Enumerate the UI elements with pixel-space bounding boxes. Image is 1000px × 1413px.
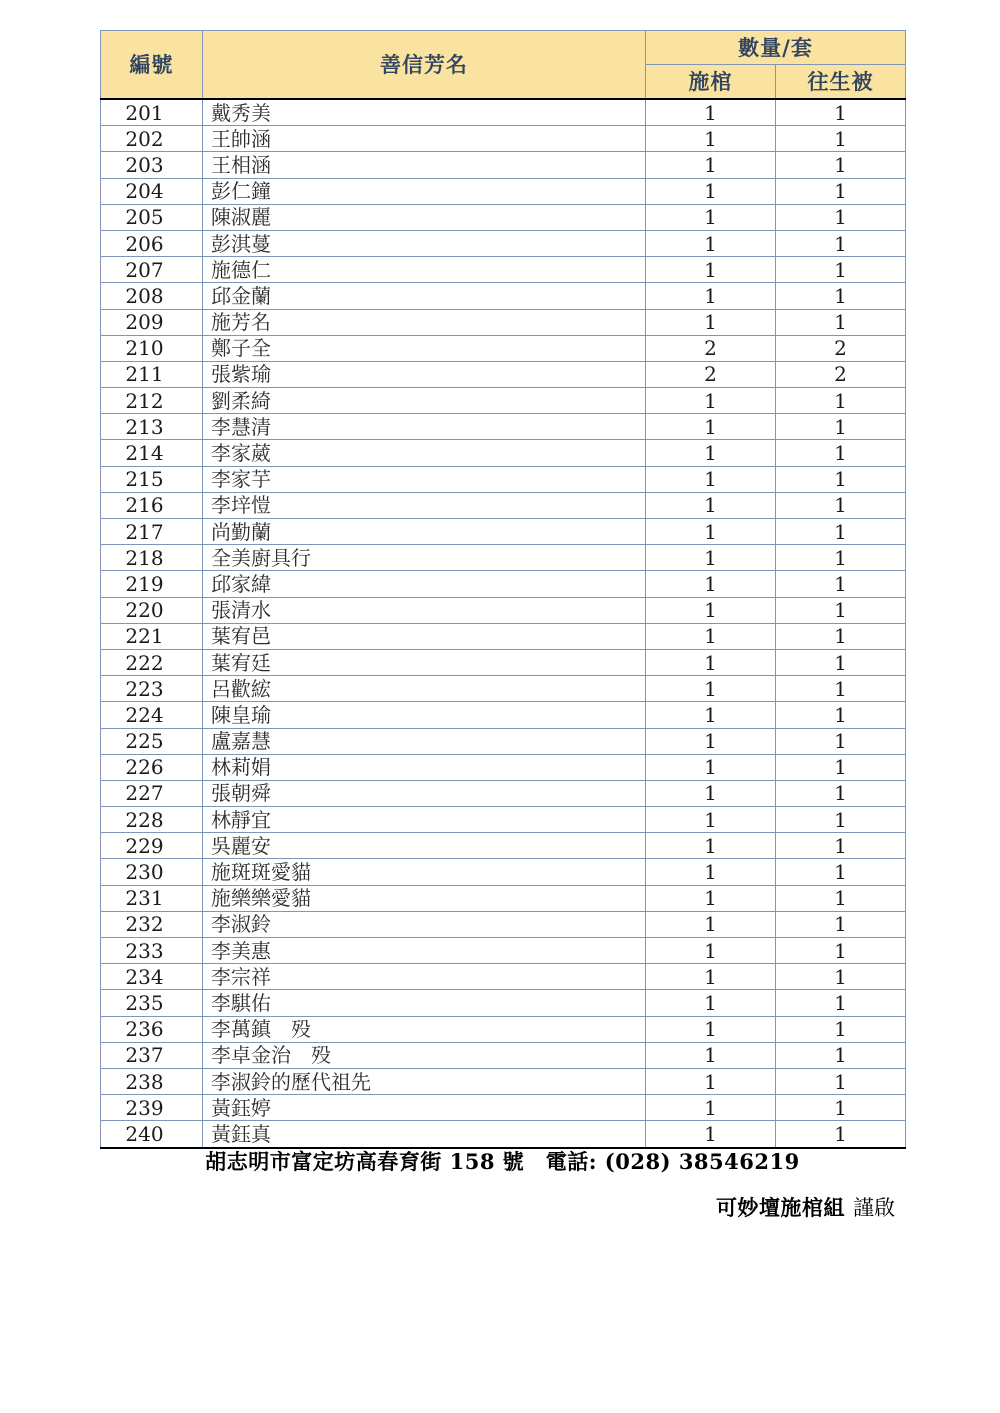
cell-quantity-shroud: 1	[776, 283, 906, 309]
cell-quantity-coffin: 1	[646, 257, 776, 283]
table-row	[101, 152, 906, 178]
cell-id: 231	[101, 885, 203, 911]
cell-donor-name: 盧嘉慧	[203, 728, 646, 754]
cell-quantity-coffin: 1	[646, 230, 776, 256]
cell-donor-name: 李卓金治 殁	[203, 1042, 646, 1068]
cell-id: 214	[101, 440, 203, 466]
cell-quantity-coffin: 1	[646, 833, 776, 859]
cell-quantity-coffin: 1	[646, 702, 776, 728]
cell-quantity-shroud: 1	[776, 440, 906, 466]
cell-id: 227	[101, 780, 203, 806]
cell-id: 232	[101, 911, 203, 937]
table-row	[101, 597, 906, 623]
cell-quantity-shroud: 1	[776, 623, 906, 649]
cell-quantity-shroud: 1	[776, 1016, 906, 1042]
cell-donor-name: 李家芋	[203, 466, 646, 492]
cell-quantity-coffin: 1	[646, 623, 776, 649]
table-row	[101, 1095, 906, 1121]
cell-donor-name: 李慧清	[203, 414, 646, 440]
table-row	[101, 964, 906, 990]
table-row	[101, 649, 906, 675]
cell-donor-name: 李垶愷	[203, 492, 646, 518]
cell-donor-name: 劉柔綺	[203, 388, 646, 414]
cell-donor-name: 張紫瑜	[203, 361, 646, 387]
cell-quantity-coffin: 1	[646, 1095, 776, 1121]
cell-id: 228	[101, 807, 203, 833]
cell-donor-name: 吳麗安	[203, 833, 646, 859]
cell-donor-name: 全美廚具行	[203, 545, 646, 571]
cell-donor-name: 張清水	[203, 597, 646, 623]
table-row	[101, 335, 906, 361]
cell-quantity-coffin: 1	[646, 754, 776, 780]
cell-id: 239	[101, 1095, 203, 1121]
cell-quantity-shroud: 1	[776, 780, 906, 806]
cell-quantity-shroud: 1	[776, 414, 906, 440]
cell-quantity-shroud: 1	[776, 990, 906, 1016]
cell-quantity-shroud: 1	[776, 1068, 906, 1094]
cell-id: 206	[101, 230, 203, 256]
cell-donor-name: 鄭子全	[203, 335, 646, 361]
cell-donor-name: 黃鈺真	[203, 1121, 646, 1148]
table-row	[101, 126, 906, 152]
footer-signature-suffix: 謹啟	[853, 1196, 895, 1220]
cell-donor-name: 陳淑麗	[203, 204, 646, 230]
table-row	[101, 414, 906, 440]
cell-id: 207	[101, 257, 203, 283]
cell-quantity-shroud: 1	[776, 728, 906, 754]
cell-quantity-shroud: 1	[776, 807, 906, 833]
cell-quantity-shroud: 1	[776, 309, 906, 335]
cell-quantity-shroud: 1	[776, 257, 906, 283]
cell-quantity-coffin: 1	[646, 807, 776, 833]
column-header-id: 編號	[101, 31, 203, 100]
cell-quantity-shroud: 1	[776, 702, 906, 728]
cell-donor-name: 施樂樂愛貓	[203, 885, 646, 911]
cell-quantity-shroud: 1	[776, 230, 906, 256]
cell-quantity-shroud: 1	[776, 99, 906, 126]
cell-id: 203	[101, 152, 203, 178]
cell-id: 204	[101, 178, 203, 204]
cell-donor-name: 李淑鈴	[203, 911, 646, 937]
table-row	[101, 257, 906, 283]
table-row	[101, 911, 906, 937]
table-row	[101, 807, 906, 833]
table-row	[101, 178, 906, 204]
cell-donor-name: 李淑鈴的歷代祖先	[203, 1068, 646, 1094]
table-row	[101, 492, 906, 518]
cell-quantity-coffin: 1	[646, 519, 776, 545]
cell-id: 219	[101, 571, 203, 597]
table-row	[101, 204, 906, 230]
cell-quantity-shroud: 1	[776, 466, 906, 492]
cell-quantity-coffin: 1	[646, 1016, 776, 1042]
donor-list-table	[100, 30, 906, 1149]
cell-quantity-shroud: 1	[776, 676, 906, 702]
cell-id: 223	[101, 676, 203, 702]
table-row	[101, 1016, 906, 1042]
cell-quantity-coffin: 1	[646, 492, 776, 518]
cell-quantity-coffin: 1	[646, 466, 776, 492]
cell-quantity-shroud: 1	[776, 492, 906, 518]
cell-donor-name: 李家葳	[203, 440, 646, 466]
cell-donor-name: 李騏佑	[203, 990, 646, 1016]
cell-quantity-coffin: 1	[646, 597, 776, 623]
cell-id: 226	[101, 754, 203, 780]
table-row	[101, 388, 906, 414]
cell-quantity-coffin: 1	[646, 178, 776, 204]
cell-id: 205	[101, 204, 203, 230]
table-row	[101, 1042, 906, 1068]
cell-donor-name: 李宗祥	[203, 964, 646, 990]
table-row	[101, 885, 906, 911]
cell-quantity-coffin: 1	[646, 283, 776, 309]
cell-donor-name: 尚勤蘭	[203, 519, 646, 545]
cell-id: 201	[101, 99, 203, 126]
cell-id: 221	[101, 623, 203, 649]
table-row	[101, 466, 906, 492]
cell-donor-name: 李萬鎮 殁	[203, 1016, 646, 1042]
cell-donor-name: 李美惠	[203, 938, 646, 964]
cell-donor-name: 張朝舜	[203, 780, 646, 806]
cell-donor-name: 葉宥廷	[203, 649, 646, 675]
cell-quantity-shroud: 1	[776, 649, 906, 675]
cell-quantity-shroud: 1	[776, 519, 906, 545]
cell-quantity-coffin: 1	[646, 859, 776, 885]
footer-signature-organization: 可妙壇施棺組	[716, 1195, 845, 1220]
cell-id: 218	[101, 545, 203, 571]
cell-donor-name: 葉宥邑	[203, 623, 646, 649]
cell-quantity-shroud: 1	[776, 1095, 906, 1121]
cell-id: 225	[101, 728, 203, 754]
cell-id: 212	[101, 388, 203, 414]
cell-quantity-coffin: 1	[646, 388, 776, 414]
cell-donor-name: 王相涵	[203, 152, 646, 178]
cell-quantity-coffin: 1	[646, 911, 776, 937]
column-header-quantity-shroud: 往生被	[776, 65, 906, 100]
table-row	[101, 1068, 906, 1094]
table-row	[101, 283, 906, 309]
cell-quantity-coffin: 1	[646, 649, 776, 675]
table-row	[101, 702, 906, 728]
table-row	[101, 833, 906, 859]
cell-donor-name: 邱金蘭	[203, 283, 646, 309]
cell-quantity-shroud: 1	[776, 964, 906, 990]
table-row	[101, 309, 906, 335]
cell-donor-name: 邱家緯	[203, 571, 646, 597]
cell-id: 235	[101, 990, 203, 1016]
cell-id: 238	[101, 1068, 203, 1094]
cell-quantity-coffin: 1	[646, 99, 776, 126]
table-header	[101, 31, 906, 100]
cell-id: 230	[101, 859, 203, 885]
cell-quantity-shroud: 1	[776, 1121, 906, 1148]
cell-donor-name: 王帥涵	[203, 126, 646, 152]
cell-quantity-coffin: 1	[646, 964, 776, 990]
cell-quantity-coffin: 1	[646, 990, 776, 1016]
cell-quantity-coffin: 1	[646, 676, 776, 702]
cell-id: 210	[101, 335, 203, 361]
cell-id: 209	[101, 309, 203, 335]
cell-quantity-coffin: 1	[646, 1068, 776, 1094]
table-row	[101, 938, 906, 964]
cell-id: 236	[101, 1016, 203, 1042]
cell-quantity-coffin: 1	[646, 780, 776, 806]
cell-id: 229	[101, 833, 203, 859]
cell-quantity-coffin: 1	[646, 571, 776, 597]
cell-id: 216	[101, 492, 203, 518]
cell-quantity-coffin: 1	[646, 938, 776, 964]
cell-id: 213	[101, 414, 203, 440]
cell-quantity-coffin: 1	[646, 728, 776, 754]
cell-quantity-coffin: 1	[646, 152, 776, 178]
cell-id: 220	[101, 597, 203, 623]
cell-id: 215	[101, 466, 203, 492]
cell-quantity-shroud: 1	[776, 938, 906, 964]
table-row	[101, 754, 906, 780]
cell-quantity-shroud: 1	[776, 388, 906, 414]
cell-quantity-shroud: 1	[776, 126, 906, 152]
cell-quantity-shroud: 1	[776, 1042, 906, 1068]
cell-donor-name: 林靜宜	[203, 807, 646, 833]
cell-quantity-coffin: 2	[646, 361, 776, 387]
cell-id: 234	[101, 964, 203, 990]
cell-quantity-coffin: 1	[646, 414, 776, 440]
cell-quantity-coffin: 1	[646, 1121, 776, 1148]
footer-signature	[100, 1192, 905, 1222]
table-row	[101, 990, 906, 1016]
cell-id: 240	[101, 1121, 203, 1148]
column-header-quantity-group: 數量/套	[646, 31, 906, 65]
cell-quantity-shroud: 1	[776, 833, 906, 859]
cell-donor-name: 戴秀美	[203, 99, 646, 126]
column-header-quantity-coffin: 施棺	[646, 65, 776, 100]
cell-id: 222	[101, 649, 203, 675]
cell-donor-name: 黃鈺婷	[203, 1095, 646, 1121]
cell-donor-name: 陳皇瑜	[203, 702, 646, 728]
table-row	[101, 519, 906, 545]
cell-quantity-shroud: 1	[776, 911, 906, 937]
table-row	[101, 728, 906, 754]
table-row	[101, 99, 906, 126]
table-row	[101, 230, 906, 256]
cell-quantity-coffin: 1	[646, 126, 776, 152]
cell-donor-name: 施芳名	[203, 309, 646, 335]
cell-quantity-coffin: 1	[646, 440, 776, 466]
cell-quantity-shroud: 1	[776, 178, 906, 204]
table-body	[101, 99, 906, 1148]
cell-quantity-shroud: 1	[776, 754, 906, 780]
table-row	[101, 545, 906, 571]
cell-donor-name: 施斑斑愛貓	[203, 859, 646, 885]
cell-quantity-shroud: 1	[776, 152, 906, 178]
cell-id: 217	[101, 519, 203, 545]
cell-donor-name: 彭仁鐘	[203, 178, 646, 204]
footer-address: 胡志明市富定坊高春育街 158 號 電話: (028) 38546219	[205, 1149, 800, 1174]
table-row	[101, 440, 906, 466]
cell-quantity-shroud: 1	[776, 859, 906, 885]
cell-id: 237	[101, 1042, 203, 1068]
cell-quantity-shroud: 2	[776, 361, 906, 387]
document-footer	[100, 1146, 905, 1222]
cell-id: 233	[101, 938, 203, 964]
cell-id: 224	[101, 702, 203, 728]
cell-donor-name: 呂歡綋	[203, 676, 646, 702]
table-row	[101, 623, 906, 649]
cell-donor-name: 彭淇蔓	[203, 230, 646, 256]
table-row	[101, 1121, 906, 1148]
cell-donor-name: 施德仁	[203, 257, 646, 283]
table-row	[101, 361, 906, 387]
table-row	[101, 676, 906, 702]
table-row	[101, 571, 906, 597]
cell-quantity-coffin: 1	[646, 204, 776, 230]
cell-quantity-shroud: 2	[776, 335, 906, 361]
cell-quantity-shroud: 1	[776, 885, 906, 911]
cell-quantity-coffin: 1	[646, 545, 776, 571]
cell-quantity-coffin: 2	[646, 335, 776, 361]
cell-quantity-coffin: 1	[646, 309, 776, 335]
cell-id: 208	[101, 283, 203, 309]
cell-quantity-shroud: 1	[776, 571, 906, 597]
column-header-name: 善信芳名	[203, 31, 646, 100]
cell-quantity-coffin: 1	[646, 885, 776, 911]
cell-id: 211	[101, 361, 203, 387]
cell-quantity-shroud: 1	[776, 204, 906, 230]
cell-quantity-coffin: 1	[646, 1042, 776, 1068]
cell-donor-name: 林莉娟	[203, 754, 646, 780]
table-row	[101, 780, 906, 806]
cell-id: 202	[101, 126, 203, 152]
cell-quantity-shroud: 1	[776, 545, 906, 571]
table-row	[101, 859, 906, 885]
cell-quantity-shroud: 1	[776, 597, 906, 623]
